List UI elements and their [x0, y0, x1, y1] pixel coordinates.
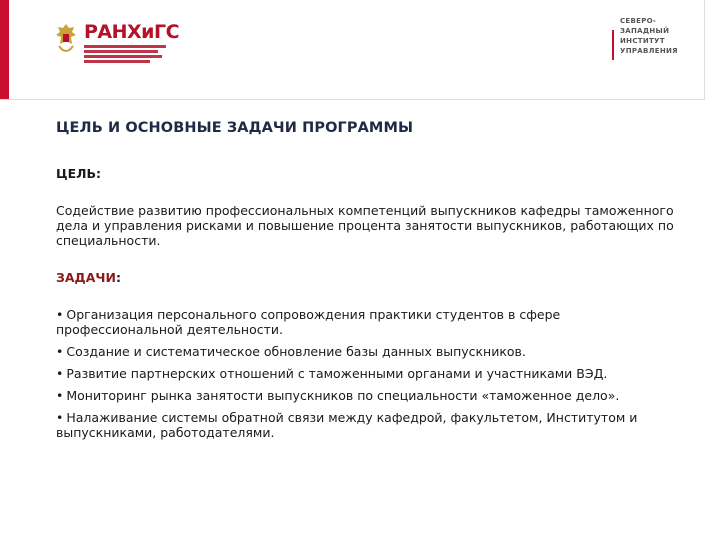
- logo-subtitle: [84, 45, 166, 65]
- task-text: Развитие партнерских отношений с таможенными органами и участниками ВЭД.: [66, 366, 608, 381]
- institute-divider: [612, 30, 614, 60]
- header-divider: [0, 99, 705, 100]
- bullet-icon: •: [56, 344, 64, 359]
- eagle-emblem-icon: [55, 22, 77, 56]
- tasks-colon: :: [115, 270, 121, 285]
- bullet-icon: •: [56, 388, 64, 403]
- goal-heading: [56, 166, 676, 181]
- task-text: Мониторинг рынка занятости выпускников по специальности «таможенное дело».: [66, 388, 620, 403]
- task-item: [56, 388, 676, 403]
- goal-colon: :: [96, 166, 102, 181]
- bullet-icon: •: [56, 410, 64, 425]
- task-text: Организация персонального сопровождения практики студентов в сфере профессиональной деятельности.: [56, 307, 561, 337]
- institute-line: УПРАВЛЕНИЯ: [620, 47, 678, 55]
- tasks-label: ЗАДАЧИ: [56, 270, 116, 285]
- task-item: [56, 366, 676, 381]
- slide-content: [56, 120, 676, 447]
- bullet-icon: •: [56, 366, 64, 381]
- goal-text: Содействие развитию профессиональных компетенций выпускников кафедры таможенного дела и управления рисками и повышение процента занятости выпускников, работающих по специальности.: [56, 203, 674, 248]
- institute-name: [620, 16, 690, 56]
- institute-line: ЗАПАДНЫЙ: [620, 27, 670, 35]
- institute-line: ИНСТИТУТ: [620, 37, 665, 45]
- task-text: Создание и систематическое обновление базы данных выпускников.: [66, 344, 526, 359]
- logo-title: РАНХиГС: [84, 21, 180, 43]
- tasks-heading: [56, 270, 676, 285]
- goal-label: ЦЕЛЬ: [56, 166, 97, 181]
- header-divider-vertical: [704, 0, 705, 100]
- left-accent-bar: [0, 0, 9, 100]
- task-item: [56, 307, 676, 337]
- task-item: [56, 344, 676, 359]
- task-text: Налаживание системы обратной связи между кафедрой, факультетом, Институтом и выпускниками, работодателями.: [56, 410, 638, 440]
- institute-line: СЕВЕРО-: [620, 17, 657, 25]
- page-title: ЦЕЛЬ И ОСНОВНЫЕ ЗАДАЧИ ПРОГРАММЫ: [56, 120, 414, 136]
- bullet-icon: •: [56, 307, 64, 322]
- task-item: [56, 410, 676, 440]
